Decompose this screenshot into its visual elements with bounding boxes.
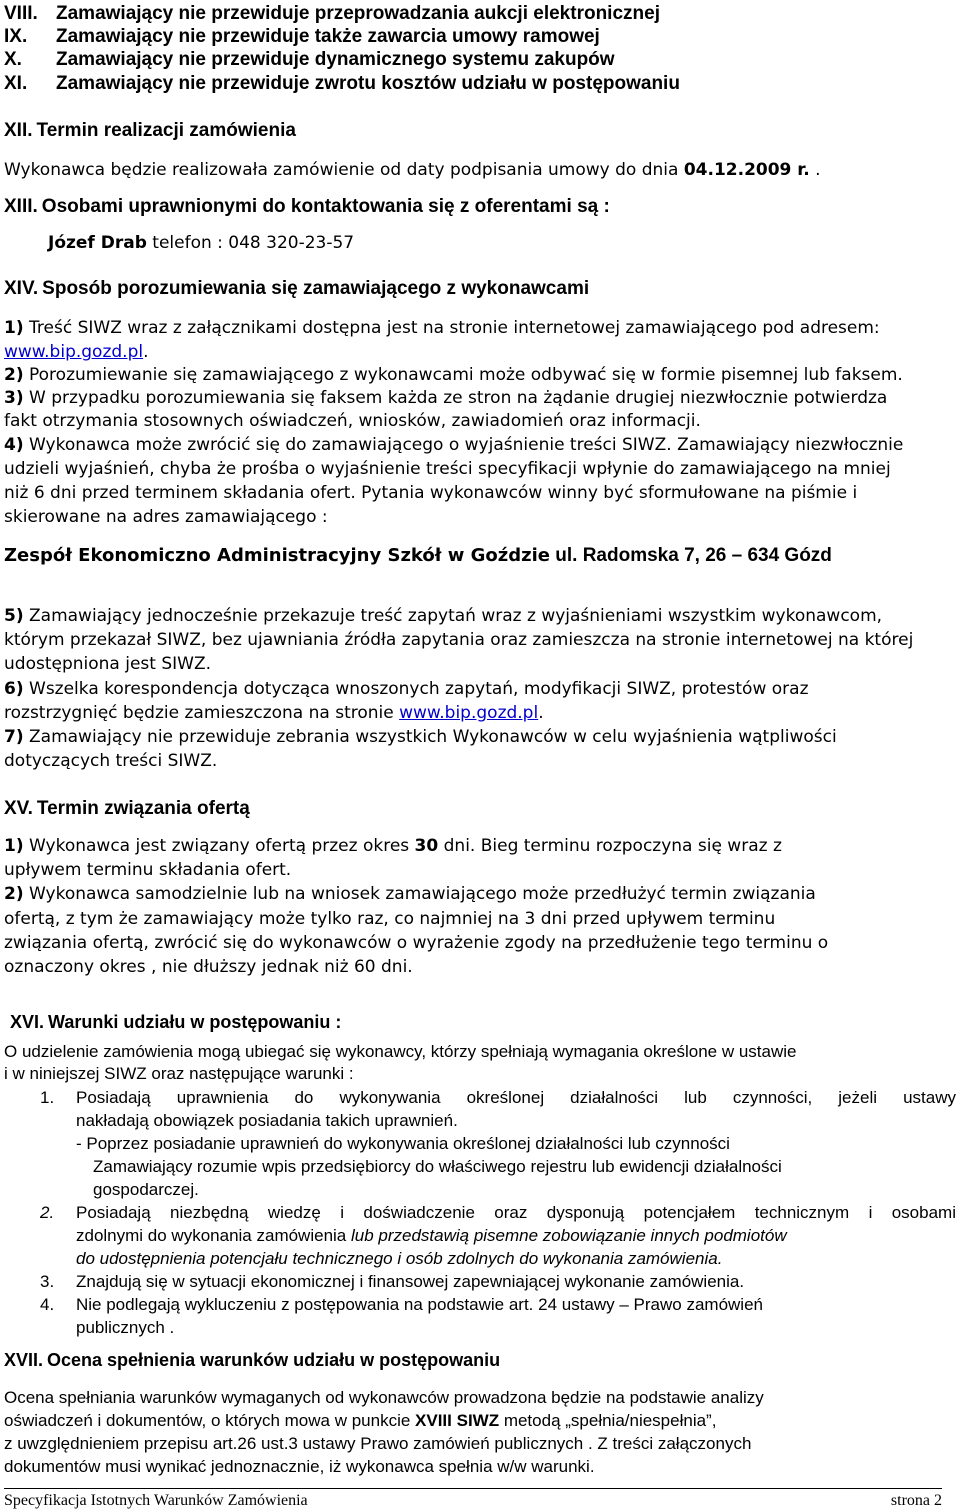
xiv-point-5-cont: udostępniona jest SIWZ. xyxy=(4,654,212,674)
xiv-point-6: 6) Wszelka korespondencja dotycząca wnoszonych zapytań, modyfikacji SIWZ, protestów oraz xyxy=(4,679,809,699)
section-xii-title: XII. Termin realizacji zamówienia xyxy=(4,120,296,141)
xvi-item-1-cont: nakładają obowiązek posiadania takich uprawnień. xyxy=(76,1111,458,1130)
xvi-item-4: Nie podlegają wykluczeniu z postępowania na podstawie art. 24 ustawy – Prawo zamówień xyxy=(76,1295,763,1314)
section-xii-text: Wykonawca będzie realizowała zamówienie od daty podpisania umowy do dnia 04.12.2009 r. . xyxy=(4,160,821,180)
xvi-item-1: Posiadają uprawnienia do wykonywania określonej działalności lub czynności, jeżeli ustawy xyxy=(76,1088,956,1107)
bip-link[interactable]: www.bip.gozd.pl xyxy=(4,342,144,362)
xvi-intro-cont: i w niniejszej SIWZ oraz następujące warunki : xyxy=(4,1064,354,1083)
xiv-point-5-cont: którym przekazał SIWZ, bez ujawniania źródła zapytania oraz zamieszcza na stronie internetowej na której xyxy=(4,630,914,650)
heading-viii: VIII. Zamawiający nie przewiduje przeprowadzania aukcji elektronicznej xyxy=(4,3,660,24)
heading-ix: IX. Zamawiający nie przewiduje także zawarcia umowy ramowej xyxy=(4,26,600,47)
xiv-point-7-cont: dotyczących treści SIWZ. xyxy=(4,751,218,771)
xiv-point-4-cont: udzieli wyjaśnień, chyba że prośba o wyjaśnienie treści specyfikacji wpłynie do zamawiającego na mniej xyxy=(4,459,891,479)
xiv-point-1: 1) Treść SIWZ wraz z załącznikami dostępna jest na stronie internetowej zamawiającego pod adresem: xyxy=(4,318,880,338)
xvi-item-2: Posiadają niezbędną wiedzę i doświadczenie oraz dysponują potencjałem technicznym i osobami xyxy=(76,1203,956,1222)
xvi-item-1-sub-cont: Zamawiający rozumie wpis przedsiębiorcy do właściwego rejestru lub ewidencji działalności xyxy=(93,1157,782,1176)
xiv-point-4-cont: niż 6 dni przed terminem składania ofert. Pytania wykonawców winny być sformułowane na piśmie i xyxy=(4,483,858,503)
xvi-item-2-num: 2. xyxy=(40,1203,55,1222)
xvii-text-cont: dokumentów musi wynikać jednoznacznie, iż wykonawca spełnia w/w warunki. xyxy=(4,1457,595,1476)
section-xv-title: XV. Termin związania ofertą xyxy=(4,798,250,819)
xv-point-1: 1) Wykonawca jest związany ofertą przez okres 30 dni. Bieg terminu rozpoczyna się wraz z xyxy=(4,836,782,856)
xiv-point-3-cont: fakt otrzymania stosownych oświadczeń, wniosków, zawiadomień oraz informacji. xyxy=(4,411,701,431)
footer-title: Specyfikacja Istotnych Warunków Zamówienia xyxy=(4,1492,308,1509)
xiv-point-6-cont: rozstrzygnięć będzie zamieszczona na stronie www.bip.gozd.pl. xyxy=(4,703,544,723)
xiv-point-3: 3) W przypadku porozumiewania się faksem każda ze stron na żądanie drugiej niezwłocznie potwierdza xyxy=(4,388,888,408)
xvi-item-2-cont: zdolnymi do wykonania zamówienia lub przedstawią pisemne zobowiązanie innych podmiotów xyxy=(76,1226,787,1245)
address: Zespół Ekonomiczno Administracyjny Szkół w Goździe ul. Radomska 7, 26 – 634 Gózd xyxy=(4,545,832,566)
xvi-item-4-cont: publicznych . xyxy=(76,1318,175,1337)
section-xvii-title: XVII. Ocena spełnienia warunków udziału w postępowaniu xyxy=(4,1350,501,1370)
section-xiii-title: XIII. Osobami uprawnionymi do kontaktowania się z oferentami są : xyxy=(4,196,610,217)
xv-point-2-cont: ofertą, z tym że zamawiający może tylko raz, co najmniej na 3 dni przed upływem terminu xyxy=(4,909,776,929)
xvi-item-4-num: 4. xyxy=(40,1295,55,1314)
xv-point-2: 2) Wykonawca samodzielnie lub na wniosek zamawiającego może przedłużyć termin związania xyxy=(4,884,816,904)
xiv-point-5: 5) Zamawiający jednocześnie przekazuje treść zapytań wraz z wyjaśnieniami wszystkim wykonawcom, xyxy=(4,606,883,626)
contact-person: Józef Drab telefon : 048 320-23-57 xyxy=(48,233,355,253)
xvii-text: Ocena spełniania warunków wymaganych od wykonawców prowadzona będzie na podstawie analizy xyxy=(4,1388,764,1407)
xvi-item-3: Znajdują się w sytuacji ekonomicznej i finansowej zapewniającej wykonanie zamówienia. xyxy=(76,1272,745,1291)
xv-point-2-cont: związania ofertą, zwrócić się do wykonawców o wyrażenie zgody na przedłużenie tego terminu o xyxy=(4,933,829,953)
heading-xi: XI. Zamawiający nie przewiduje zwrotu kosztów udziału w postępowaniu xyxy=(4,73,680,94)
xiv-point-4-cont: skierowane na adres zamawiającego : xyxy=(4,507,328,527)
section-xvi-title: XVI. Warunki udziału w postępowaniu : xyxy=(10,1012,342,1032)
xvii-text-cont: oświadczeń i dokumentów, o których mowa w punkcie XVIII SIWZ metodą „spełnia/niespełnia”, xyxy=(4,1411,717,1430)
xiv-point-7: 7) Zamawiający nie przewiduje zebrania wszystkich Wykonawców w celu wyjaśnienia wątpliwości xyxy=(4,727,837,747)
xvii-text-cont: z uwzględnieniem przepisu art.26 ust.3 ustawy Prawo zamówień publicznych . Z treści załączonych xyxy=(4,1434,752,1453)
xv-point-2-cont: oznaczony okres , nie dłuższy jednak niż 60 dni. xyxy=(4,957,413,977)
heading-x: X. Zamawiający nie przewiduje dynamicznego systemu zakupów xyxy=(4,49,615,70)
xiv-point-2: 2) Porozumiewanie się zamawiającego z wykonawcami może odbywać się w formie pisemnej lub faksem. xyxy=(4,365,903,385)
xvi-item-1-num: 1. xyxy=(40,1088,55,1107)
page-footer xyxy=(4,1488,942,1510)
xvi-intro: O udzielenie zamówienia mogą ubiegać się wykonawcy, którzy spełniają wymagania określone w ustawie xyxy=(4,1042,797,1061)
bip-link[interactable]: www.bip.gozd.pl xyxy=(399,703,539,723)
xv-point-1-cont: upływem terminu składania ofert. xyxy=(4,860,292,880)
xvi-item-1-sub-cont: gospodarczej. xyxy=(93,1180,199,1199)
xiv-point-4: 4) Wykonawca może zwrócić się do zamawiającego o wyjaśnienie treści SIWZ. Zamawiający niezwłocznie xyxy=(4,435,904,455)
page-number: strona 2 xyxy=(890,1492,942,1509)
section-xiv-title: XIV. Sposób porozumiewania się zamawiającego z wykonawcami xyxy=(4,278,590,299)
xvi-item-2-cont: do udostępnienia potencjału technicznego i osób zdolnych do wykonania zamówienia. xyxy=(76,1249,723,1268)
xiv-point-1-link: www.bip.gozd.pl. xyxy=(4,342,149,362)
xvi-item-3-num: 3. xyxy=(40,1272,55,1291)
xvi-item-1-sub: - Poprzez posiadanie uprawnień do wykonywania określonej działalności lub czynności xyxy=(76,1134,730,1153)
